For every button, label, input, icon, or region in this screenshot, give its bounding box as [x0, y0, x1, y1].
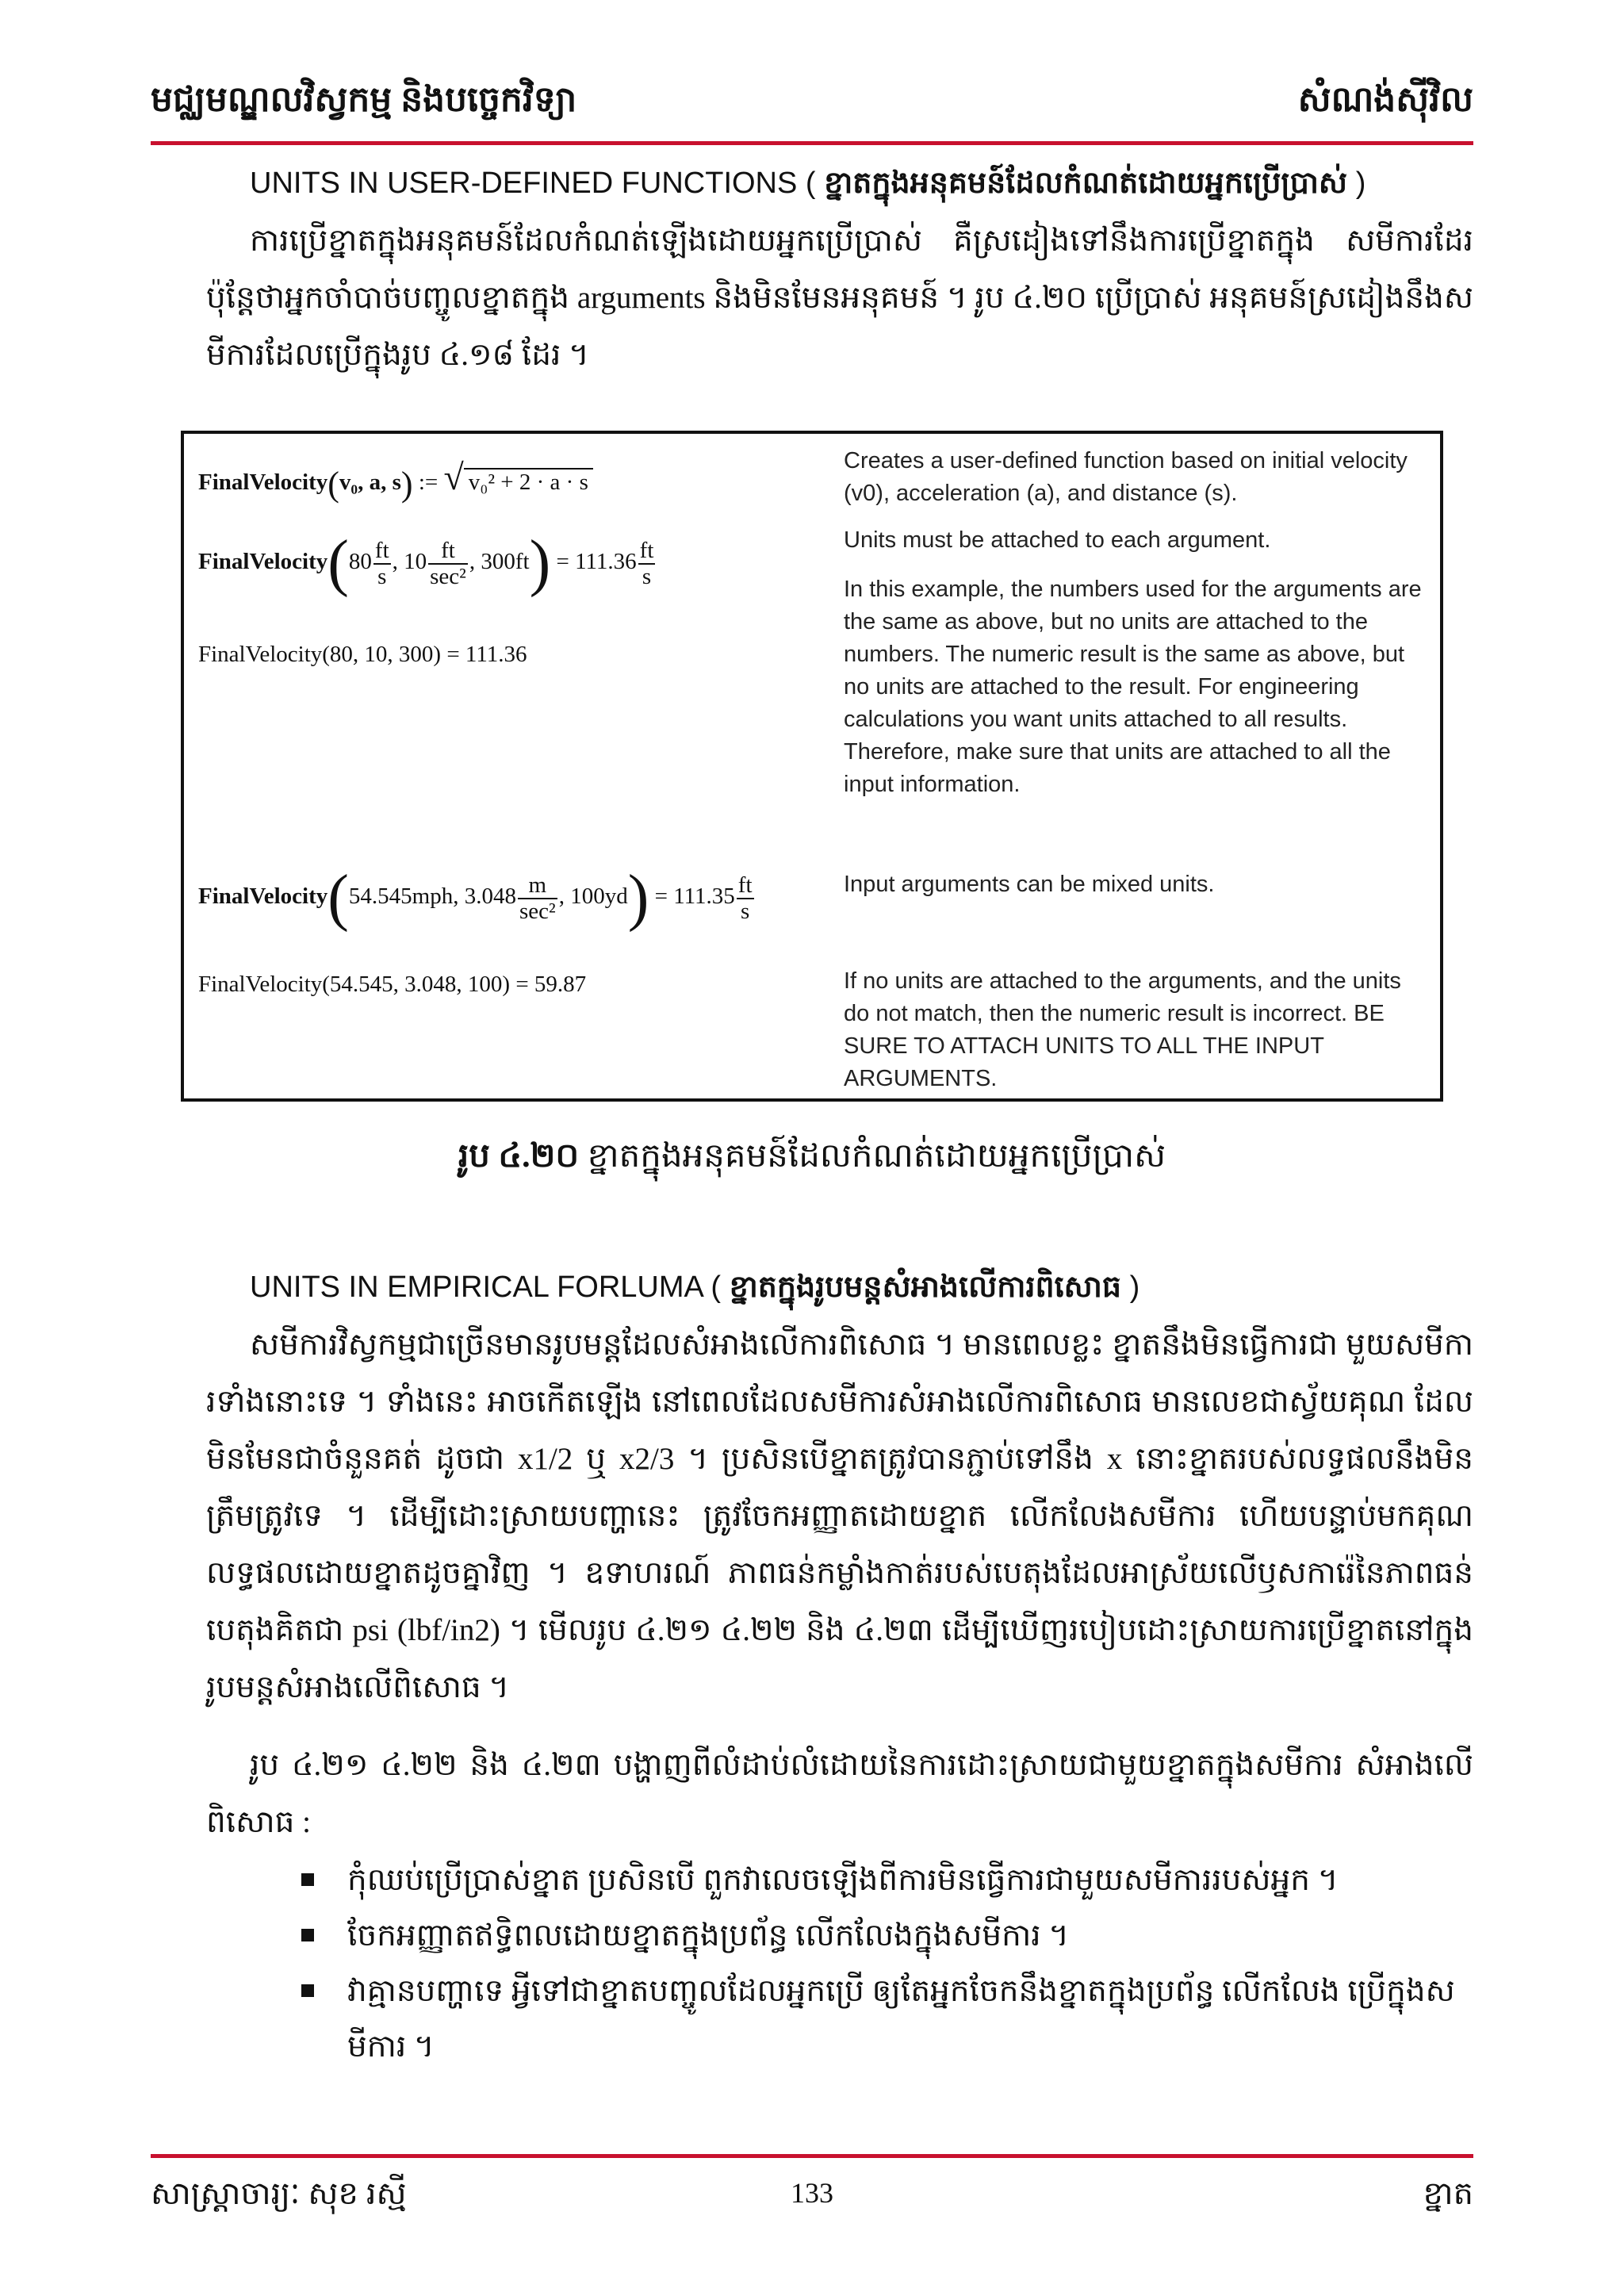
page-footer [151, 2173, 1473, 2221]
bullet-list [301, 1853, 1475, 2075]
page-header [151, 78, 1473, 130]
bullet-text: កុំឈប់ប្រើប្រាស់ខ្នាត ប្រសិនបើ ពួកវាលេចឡើងពីការមិនធ្វើការជាមួយសមីការរបស់អ្នក ។ [347, 1863, 1339, 1897]
caption-text: ខ្នាតក្នុងអនុគមន៍ដែលកំណត់ដោយអ្នកប្រើប្រាស់ [587, 1138, 1166, 1175]
figure-note-5: If no units are attached to the arguments, and the units do not match, then the numeric result is incorrect. BE SURE TO ATTACH UNITS TO ALL THE INPUT ARGUMENTS. [844, 968, 1401, 1091]
row2-rd: s [642, 563, 652, 589]
row2-u1d: s [377, 563, 387, 589]
row2-result: = 111.36 [556, 549, 637, 575]
figure-box [181, 431, 1443, 1102]
figure-row-3: FinalVelocity(80, 10, 300) = 111.36 [198, 642, 527, 667]
heading-km: ខ្នាតក្នុងអនុគមន៍ដែលកំណត់ដោយអ្នកប្រើប្រាស់ [824, 167, 1348, 200]
list-item [301, 1964, 1475, 2075]
bullet-square-icon [301, 1929, 314, 1941]
caption-label: រូប ៤.២០ [458, 1138, 580, 1175]
row2-rn: ft [639, 538, 654, 564]
row2-u2n: ft [428, 539, 468, 564]
row2-u1n: ft [374, 538, 389, 564]
row4-a1: 54.545mph [348, 884, 454, 910]
row4-u2n: m [518, 873, 557, 899]
row4-rd: s [741, 898, 750, 924]
row2-a3: 300ft [481, 549, 530, 575]
figure-row-2: FinalVelocity(80 $\frac{ft}{s}$ , 10 $\frac{ft}{\text{sec²}}$ , 300ft) = 111.36 $\frac{ft}{s}$ [198, 528, 654, 598]
row2-u2d: sec² [430, 563, 466, 589]
heading-close: ) [1129, 1271, 1140, 1304]
row4-a3: 100yd [570, 884, 628, 910]
footer-rule [151, 2154, 1473, 2158]
section-heading-empirical [250, 1267, 1471, 1312]
section2-paragraph-2: រូប ៤.២១ ៤.២២ និង ៤.២៣ បង្ហាញពីលំដាប់លំដោយនៃការដោះស្រាយជាមួយខ្នាតក្នុងសមីការ សំអាងលើពិសោធ : [206, 1748, 1473, 1839]
heading-km: ខ្នាតក្នុងរូបមន្តសំអាងលើការពិសោធ [729, 1271, 1122, 1304]
figure-note-4: Input arguments can be mixed units. [844, 872, 1215, 897]
figure-caption [0, 1134, 1624, 1183]
header-subject: សំណង់ស៊ីវិល [1297, 80, 1473, 119]
footer-author: សាស្ត្រាចារ្យៈ សុខ រស្មី [151, 2175, 407, 2211]
figure-row-4: FinalVelocity(54.545mph, 3.048 $\frac{m}{\text{sec²}}$ , 100yd) = 111.35 $\frac{ft}{s}$ [198, 863, 753, 933]
bullet-square-icon [301, 1873, 314, 1886]
fn-name: FinalVelocity [198, 470, 328, 495]
footer-chapter: ខ្នាត [1423, 2175, 1473, 2211]
bullet-square-icon [301, 1984, 314, 1997]
list-item [301, 1853, 1475, 1908]
fn-name: FinalVelocity [198, 884, 328, 910]
row2-a1: 80 [348, 549, 372, 575]
figure-note-2: Units must be attached to each argument. [844, 527, 1271, 553]
row1-expr: v₀² + 2 · a · s [464, 468, 593, 495]
row4-result: = 111.35 [654, 884, 735, 910]
list-item [301, 1908, 1475, 1964]
figure-row-5: FinalVelocity(54.545, 3.048, 100) = 59.87 [198, 972, 587, 997]
row2-a2: 10 [404, 549, 427, 575]
figure-note-3: In this example, the numbers used for the arguments are the same as above, but no units are attached to the numbers. The numeric result is the same as above, but no units are attached to the result. For engineering calculations you want units attached to all results. Therefore, make sure that units are attached to all the input information. [844, 577, 1422, 797]
row4-rn: ft [737, 872, 753, 899]
bullet-text: ចែកអញ្ញាតឥទ្ធិពលដោយខ្នាតក្នុងប្រព័ន្ធ លើកលែងក្នុងសមីការ ។ [347, 1918, 1070, 1953]
bullet-text: វាគ្មានបញ្ហាទេ អ្វីទៅជាខ្នាតបញ្ចូលដែលអ្នកប្រើ ឲ្យតែអ្នកចែកនឹងខ្នាតក្នុងប្រព័ន្ធ លើកលែង ប្រើក្នុងសមីការ ។ [347, 1974, 1455, 2064]
row4-a2: 3.048 [464, 884, 516, 910]
header-rule [151, 141, 1473, 145]
row1-assign: := [418, 470, 439, 495]
header-institution: មជ្ឈមណ្ឌលវិស្វកម្ម និងបច្ចេកវិទ្យា [151, 80, 577, 119]
row1-args: v₀, a, s [339, 470, 401, 495]
page-number: 133 [791, 2177, 833, 2209]
heading-close: ) [1355, 167, 1366, 200]
section-heading-user-functions [250, 163, 1471, 208]
section1-paragraph: ការប្រើខ្នាតក្នុងអនុគមន៍ដែលកំណត់ឡើងដោយអ្នកប្រើប្រាស់ គឺស្រដៀងទៅនឹងការប្រើខ្នាតក្នុង សមីការដែរ ប៉ុន្តែថាអ្នកចាំបាច់បញ្ចូលខ្នាតក្នុង arguments និងមិនមែនអនុគមន៍ ។ រូប ៤.២០ ប្រើប្រាស់ អនុគមន៍ស្រដៀងនឹងសមីការដែលប្រើក្នុងរូប ៤.១៨ ដែរ ។ [206, 224, 1473, 372]
fn-name: FinalVelocity [198, 549, 328, 575]
heading-en: UNITS IN EMPIRICAL FORLUMA ( [250, 1271, 721, 1304]
section2-paragraph-1: សមីការវិស្វកម្មជាច្រើនមានរូបមន្តដែលសំអាងលើការពិសោធ ។ មានពេលខ្លះ ខ្នាតនឹងមិនធ្វើការជា មួយសមីការទាំងនោះទេ ។ ទាំងនេះ អាចកើតឡើង នៅពេលដែលសមីការសំអាងលើការពិសោធ មានលេខជាស្វ័យគុណ ដែលមិនមែនជាចំនួនគត់ ដូចជា x1/2 ឬ x2/3 ។ ប្រសិនបើខ្នាតត្រូវបានភ្ជាប់ទៅនឹង x នោះខ្នាតរបស់លទ្ធផលនឹងមិនត្រឹមត្រូវទេ ។ ដើម្បីដោះស្រាយបញ្ហានេះ ត្រូវចែកអញ្ញាតដោយខ្នាត លើកលែងសមីការ ហើយបន្ទាប់មកគុណលទ្ធផលដោយខ្នាតដូចគ្នាវិញ ។ ឧទាហរណ៍ ភាពធន់កម្លាំងកាត់របស់បេតុងដែលអាស្រ័យលើឫសការ៉េនៃភាពធន់បេតុងគិតជា psi (lbf/in2) ។ មើលរូប ៤.២១ ៤.២២ និង ៤.២៣ ដើម្បីឃើញរបៀបដោះស្រាយការប្រើខ្នាតនៅក្នុងរូបមន្តសំអាងលើពិសោធ ។ [206, 1328, 1473, 1704]
heading-en: UNITS IN USER-DEFINED FUNCTIONS ( [250, 167, 816, 200]
figure-row-1: FinalVelocity(v₀, a, s) := √ v₀² + 2 · a · s [198, 456, 593, 504]
row4-u2d: sec² [519, 898, 556, 924]
figure-note-1: Creates a user-defined function based on initial velocity (v0), acceleration (a), and distance (s). [844, 448, 1408, 506]
